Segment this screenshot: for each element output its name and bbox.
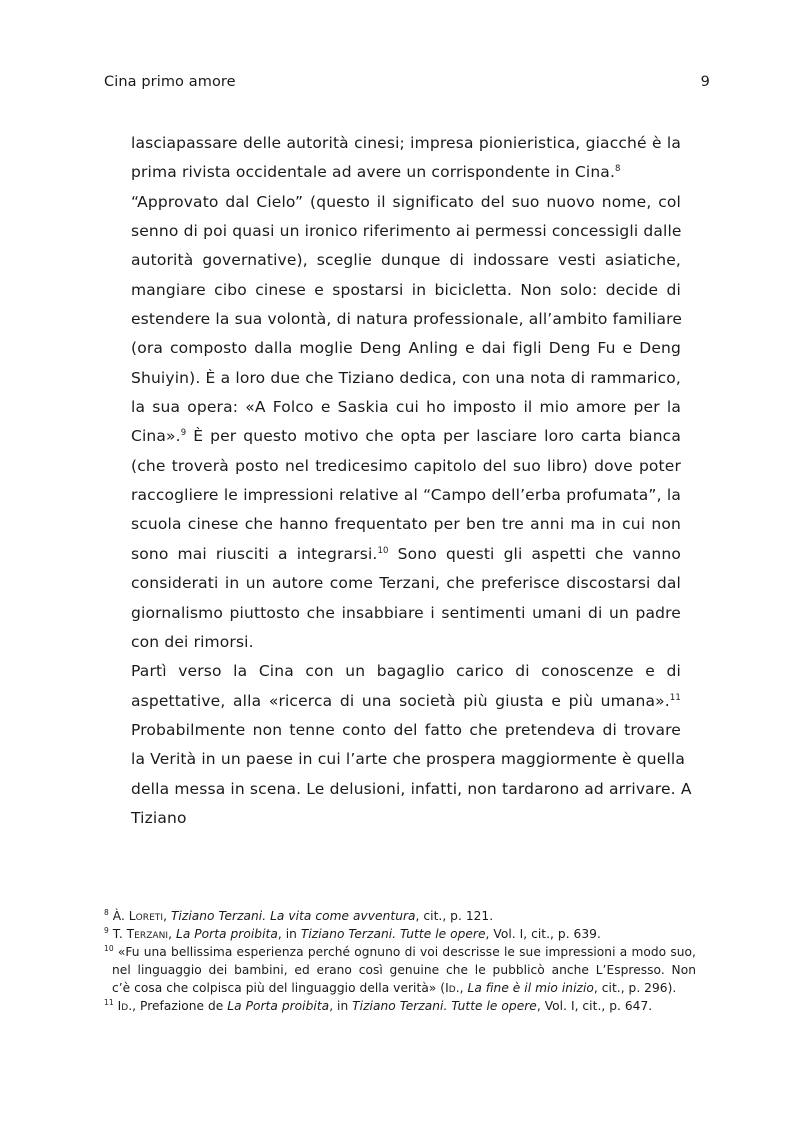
- body-line: (ora composto dalla moglie Deng Anling e dai figli Deng Fu e Deng: [131, 339, 681, 358]
- body-text: [131, 129, 692, 833]
- footnote-ref-8[interactable]: 8: [615, 164, 621, 175]
- body-line: la Verità in un paese in cui l’arte che prospera maggiormente è quella: [131, 750, 686, 769]
- running-head-title: Cina primo amore: [104, 74, 236, 90]
- body-line: senno di poi quasi un ironico riferimento ai permessi concessigli dalle: [131, 222, 682, 241]
- body-line: sono mai riusciti a integrarsi.$^{10}$ Sono questi gli aspetti che vanno: [131, 544, 681, 563]
- footnote-9: $^9$ T. Terzani, La Porta proibita, in Tiziano Terzani. Tutte le opere, Vol. I, cit., p. 639.: [104, 926, 601, 942]
- body-line: Probabilmente non tenne conto del fatto che pretendeva di trovare: [131, 720, 681, 739]
- body-line: Cina».$^9$ È per questo motivo che opta per lasciare loro carta bianca: [131, 427, 681, 446]
- footnotes: [104, 907, 696, 1016]
- footnote-10-continued: c’è cosa che colpisca più del linguaggio della verità» (Id., La fine è il mio inizio, cit., p. 296).: [112, 981, 677, 996]
- body-line: Shuiyin). È a loro due che Tiziano dedica, con una nota di rammarico,: [131, 368, 681, 387]
- body-line: Partì verso la Cina con un bagaglio carico di conoscenze e di: [131, 662, 681, 681]
- body-line: giornalismo piuttosto che insabbiare i sentimenti umani di un padre: [131, 603, 681, 622]
- running-header: [104, 74, 710, 98]
- footnote-ref-9[interactable]: 9: [180, 428, 187, 439]
- footnote-10: $^{10}$ «Fu una bellissima esperienza perché ognuno di voi descrisse le sue impressioni a modo suo,: [104, 944, 696, 960]
- body-line: considerati in un autore come Terzani, che preferisce discostarsi dal: [131, 574, 681, 593]
- footnote-11: $^{11}$ Id., Prefazione de La Porta proibita, in Tiziano Terzani. Tutte le opere, Vol. I, cit., p. 647.: [104, 998, 653, 1014]
- footnote-8: $^8$ À. Loreti, Tiziano Terzani. La vita come avventura, cit., p. 121.: [104, 908, 494, 923]
- body-line: aspettative, alla «ricerca di una società più giusta e più umana».$^{11}$: [131, 691, 681, 710]
- body-line: (che troverà posto nel tredicesimo capitolo del suo libro) dove poter: [131, 456, 681, 475]
- body-line: la sua opera: «A Folco e Saskia cui ho imposto il mio amore per la: [131, 398, 681, 417]
- footnote-10-continued: nel linguaggio dei bambini, ed erano così genuine che le pubblicò anche L’Espresso. Non: [112, 963, 696, 978]
- page-number: 9: [700, 74, 710, 90]
- body-line: con dei rimorsi.: [131, 632, 254, 651]
- body-line: mangiare cibo cinese e spostarsi in bicicletta. Non solo: decide di: [131, 280, 681, 299]
- footnote-ref-11[interactable]: 11: [669, 692, 681, 703]
- body-line: estendere la sua volontà, di natura professionale, all’ambito familiare: [131, 310, 683, 329]
- body-line: “Approvato dal Cielo” (questo il significato del suo nuovo nome, col: [131, 192, 681, 211]
- body-line: prima rivista occidentale ad avere un corrispondente in Cina.$^8$: [131, 163, 621, 182]
- body-line: Tiziano: [131, 808, 187, 827]
- footnote-ref-10[interactable]: 10: [377, 545, 389, 556]
- body-line: della messa in scena. Le delusioni, infatti, non tardarono ad arrivare. A: [131, 779, 692, 798]
- body-line: raccogliere le impressioni relative al “Campo dell’erba profumata”, la: [131, 486, 681, 505]
- body-line: autorità governative), sceglie dunque di indossare vesti asiatiche,: [131, 251, 681, 270]
- body-line: lasciapassare delle autorità cinesi; impresa pionieristica, giacché è la: [131, 134, 681, 152]
- body-line: scuola cinese che hanno frequentato per ben tre anni ma in cui non: [131, 515, 681, 534]
